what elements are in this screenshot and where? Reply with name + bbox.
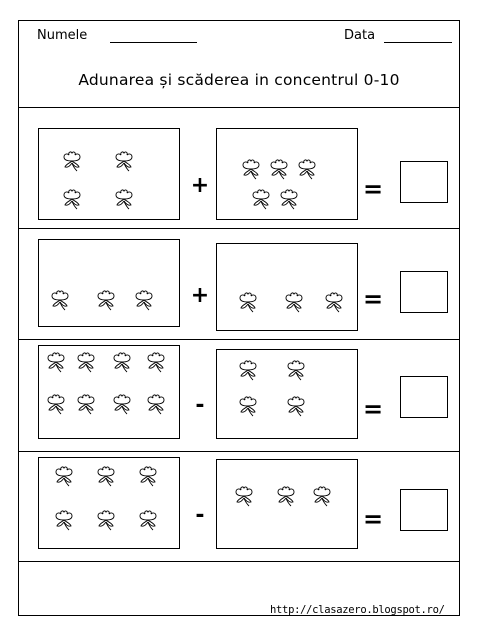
operator-sign: - (195, 503, 205, 528)
name-field-line[interactable] (110, 42, 197, 43)
shamrock-icon (231, 485, 257, 507)
name-label: Numele (37, 28, 88, 43)
shamrock-icon (51, 465, 77, 487)
shamrock-icon (59, 188, 85, 210)
divider (19, 561, 459, 562)
shamrock-icon (93, 289, 119, 311)
shamrock-icon (111, 188, 137, 210)
shamrock-icon (59, 150, 85, 172)
shamrock-icon (248, 188, 274, 210)
shamrock-icon (135, 465, 161, 487)
answer-box[interactable] (400, 161, 448, 203)
operator-sign: + (190, 173, 210, 198)
operator-sign: - (195, 393, 205, 418)
shamrock-icon (135, 509, 161, 531)
shamrock-icon (93, 509, 119, 531)
shamrock-icon (47, 289, 73, 311)
shamrock-icon (309, 485, 335, 507)
shamrock-icon (235, 395, 261, 417)
shamrock-icon (273, 485, 299, 507)
left-operand-box (38, 239, 180, 327)
shamrock-icon (235, 291, 261, 313)
shamrock-icon (43, 351, 69, 373)
shamrock-icon (283, 359, 309, 381)
shamrock-icon (93, 465, 119, 487)
divider (19, 107, 459, 108)
shamrock-icon (43, 393, 69, 415)
operator-sign: + (190, 283, 210, 308)
shamrock-icon (131, 289, 157, 311)
answer-box[interactable] (400, 271, 448, 313)
date-label: Data (344, 28, 376, 43)
shamrock-icon (143, 351, 169, 373)
divider (19, 339, 459, 340)
shamrock-icon (143, 393, 169, 415)
worksheet (18, 20, 460, 616)
shamrock-icon (283, 395, 309, 417)
source-url[interactable]: http://clasazero.blogspot.ro/ (270, 604, 445, 616)
shamrock-icon (109, 351, 135, 373)
shamrock-icon (51, 509, 77, 531)
header-row (19, 21, 459, 45)
shamrock-icon (235, 359, 261, 381)
shamrock-icon (294, 158, 320, 180)
equals-sign: = (362, 395, 384, 423)
shamrock-icon (238, 158, 264, 180)
shamrock-icon (276, 188, 302, 210)
shamrock-icon (111, 150, 137, 172)
divider (19, 451, 459, 452)
equals-sign: = (362, 175, 384, 203)
shamrock-icon (73, 351, 99, 373)
right-operand-box (216, 243, 358, 331)
divider (19, 228, 459, 229)
shamrock-icon (73, 393, 99, 415)
shamrock-icon (321, 291, 347, 313)
date-field-line[interactable] (384, 42, 452, 43)
equals-sign: = (362, 505, 384, 533)
answer-box[interactable] (400, 489, 448, 531)
shamrock-icon (109, 393, 135, 415)
page-title: Adunarea și scăderea in concentrul 0-10 (78, 71, 400, 89)
shamrock-icon (266, 158, 292, 180)
shamrock-icon (281, 291, 307, 313)
answer-box[interactable] (400, 376, 448, 418)
equals-sign: = (362, 285, 384, 313)
